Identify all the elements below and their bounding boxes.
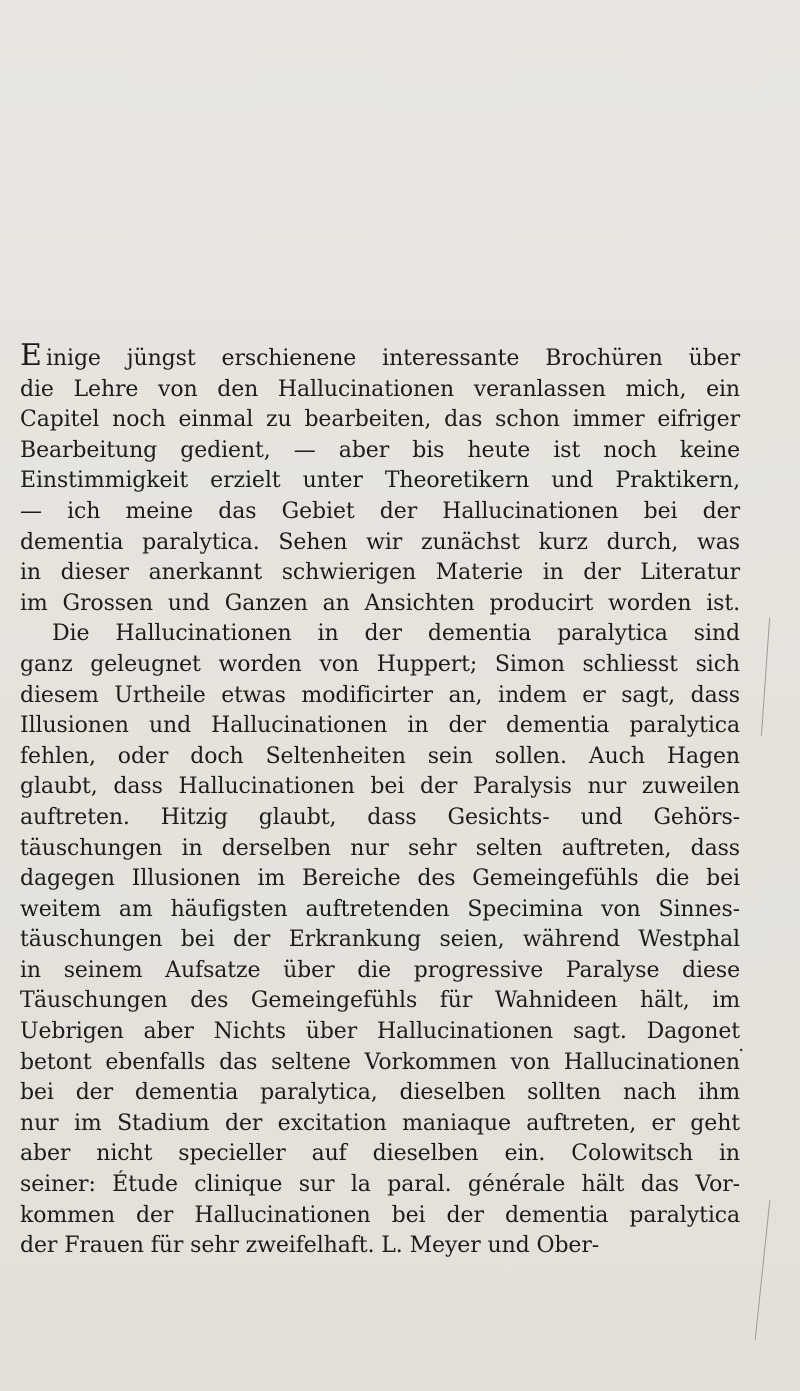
text-line: — ich meine das Gebiet der Hallucinationen bei der xyxy=(20,498,740,524)
text-line: im Grossen und Ganzen an Ansichten producirt worden ist. xyxy=(20,590,740,616)
text-line: auftreten. Hitzig glaubt, dass Gesichts- und Gehörs- xyxy=(20,804,740,830)
text-line: fehlen, oder doch Seltenheiten sein sollen. Auch Hagen xyxy=(20,743,740,769)
text-line: glaubt, dass Hallucinationen bei der Paralysis nur zuweilen xyxy=(20,774,740,800)
drop-cap: E xyxy=(20,338,42,373)
text-line: täuschungen in derselben nur sehr selten auftreten, dass xyxy=(20,835,740,861)
text-line: in seinem Aufsatze über die progressive Paralyse diese xyxy=(20,957,740,983)
text-line: seiner: Étude clinique sur la paral. générale hält das Vor- xyxy=(20,1172,740,1198)
page-edge-shadow xyxy=(761,618,770,736)
text-line: betont ebenfalls das seltene Vorkommen von Hallucinationen xyxy=(20,1049,740,1075)
text-line: dementia paralytica. Sehen wir zunächst kurz durch, was xyxy=(20,529,740,555)
text-line: bei der dementia paralytica, dieselben sollten nach ihm xyxy=(20,1080,740,1106)
text-line: kommen der Hallucinationen bei der dementia paralytica xyxy=(20,1202,740,1228)
text-line: der Frauen für sehr zweifelhaft. L. Meyer und Ober- xyxy=(20,1233,600,1259)
text-line: Einstimmigkeit erzielt unter Theoretikern und Praktikern, xyxy=(20,468,740,494)
text-line: in dieser anerkannt schwierigen Materie in der Literatur xyxy=(20,560,740,586)
text-line: diesem Urtheile etwas modificirter an, indem er sagt, dass xyxy=(20,682,740,708)
text-line: aber nicht specieller auf dieselben ein. Colowitsch in xyxy=(20,1141,740,1167)
text-line: täuschungen bei der Erkrankung seien, während Westphal xyxy=(20,927,740,953)
text-line: die Lehre von den Hallucinationen veranlassen mich, ein xyxy=(20,376,740,402)
paragraph-start-line: Die Hallucinationen in der dementia paralytica sind xyxy=(52,621,740,647)
first-line-text: inige jüngst erschienene interessante Brochüren über xyxy=(46,346,740,371)
body-text xyxy=(20,338,740,1262)
text-line: weitem am häufigsten auftretenden Specimina von Sinnes- xyxy=(20,896,740,922)
text-line-1 xyxy=(20,338,740,375)
margin-mark: . xyxy=(738,1032,745,1056)
text-line: Täuschungen des Gemeingefühls für Wahnideen hält, im xyxy=(20,988,740,1014)
text-line: nur im Stadium der excitation maniaque auftreten, er geht xyxy=(20,1110,740,1136)
text-line: Bearbeitung gedient, — aber bis heute ist noch keine xyxy=(20,437,740,463)
text-line: Capitel noch einmal zu bearbeiten, das schon immer eifriger xyxy=(20,407,740,433)
text-line: Illusionen und Hallucinationen in der dementia paralytica xyxy=(20,713,740,739)
page-edge-shadow xyxy=(755,1200,771,1339)
text-line: ganz geleugnet worden von Huppert; Simon schliesst sich xyxy=(20,651,740,677)
text-line: Uebrigen aber Nichts über Hallucinationen sagt. Dagonet xyxy=(20,1019,740,1045)
text-line: dagegen Illusionen im Bereiche des Gemeingefühls die bei xyxy=(20,866,740,892)
